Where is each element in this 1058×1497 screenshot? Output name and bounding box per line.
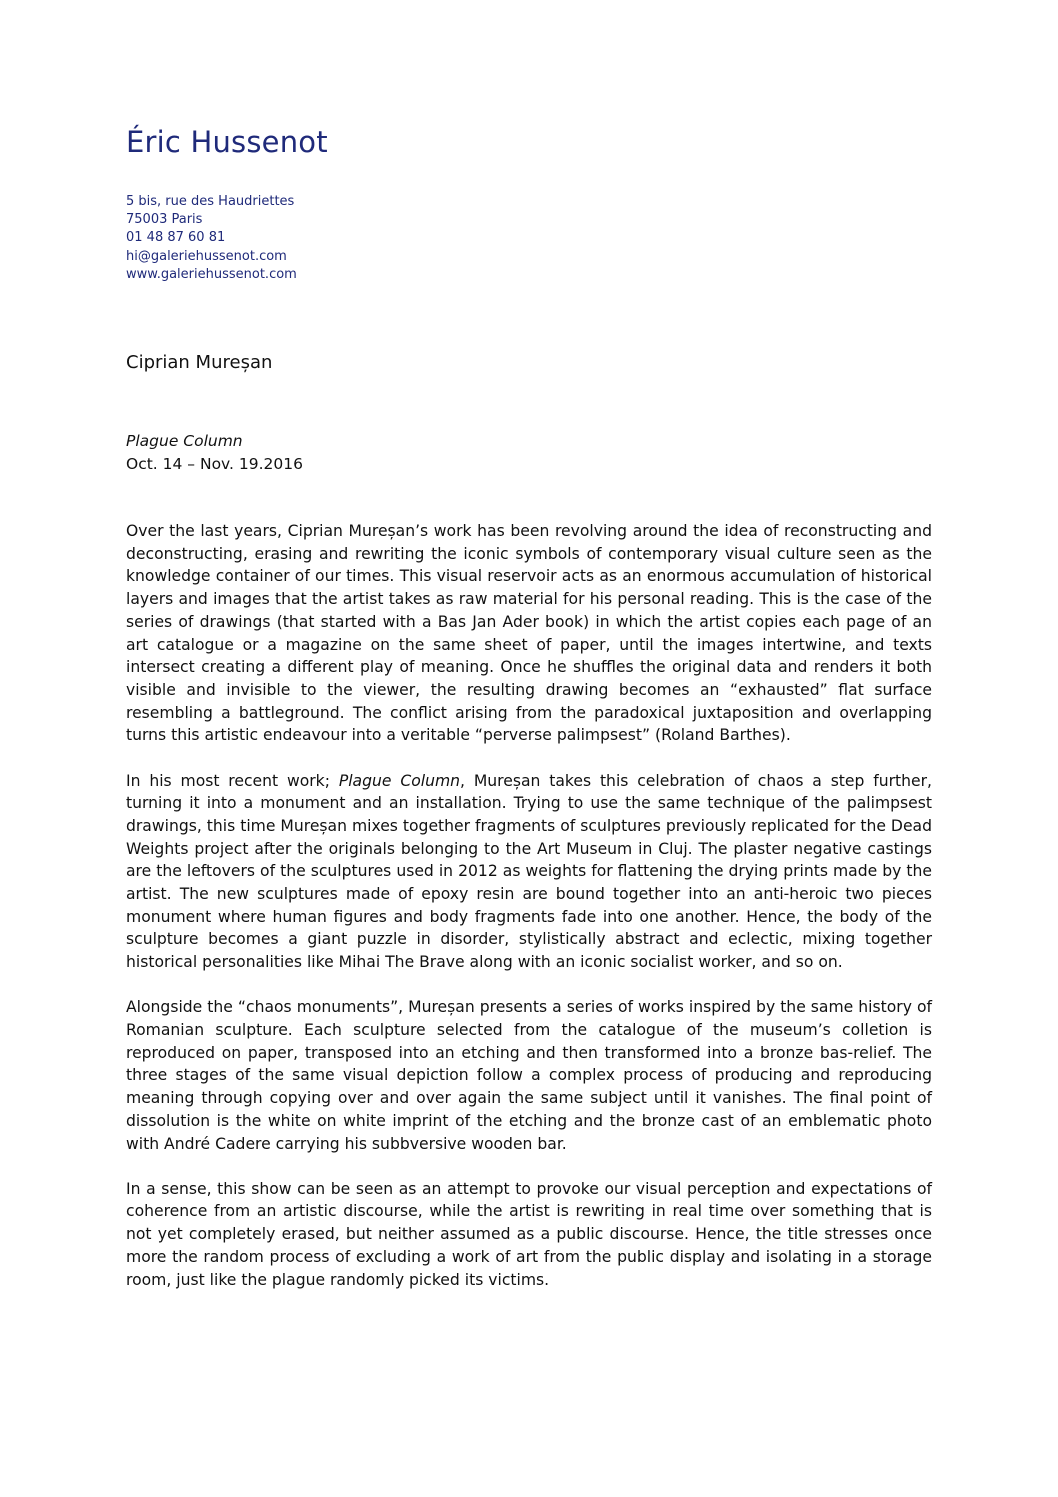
address-phone[interactable]: 01 48 87 60 81 bbox=[126, 230, 226, 246]
press-text bbox=[126, 520, 932, 1314]
paragraph-2-rest: , Mureșan takes this celebration of chaos a step further, turning it into a monument and an installation. Trying to use the same technique of the palimpsest drawings, this time Mureșan mixes together fragments of sculptures previously replicated for the Dead Weights project after the originals belonging to the Art Museum in Cluj. The plaster negative castings are the leftovers of the sculptures used in 2012 as weights for flattening the drying prints made by the artist. The new sculptures made of epoxy resin are bound together into an anti-heroic two pieces monument where human figures and body fragments fade into one another. Hence, the body of the sculpture becomes a giant puzzle in disorder, stylistically abstract and eclectic, mixing together historical personalities like Mihai The Brave along with an iconic socialist worker, and so on. bbox=[126, 771, 933, 972]
address-email[interactable]: hi@galeriehussenot.com bbox=[126, 248, 287, 264]
gallery-address-block bbox=[126, 193, 297, 284]
paragraph-2 bbox=[126, 770, 932, 974]
paragraph-2-intro: In his most recent work; bbox=[126, 771, 339, 790]
address-website[interactable]: www.galeriehussenot.com bbox=[126, 266, 297, 282]
paragraph-2-work-title: Plague Column bbox=[338, 771, 461, 790]
artist-name: Ciprian Mureșan bbox=[126, 352, 273, 373]
exhibition-info bbox=[126, 430, 303, 475]
gallery-name: Éric Hussenot bbox=[126, 125, 328, 159]
exhibition-dates: Oct. 14 – Nov. 19.2016 bbox=[126, 454, 303, 473]
paragraph-3: Alongside the “chaos monuments”, Mureșan presents a series of works inspired by the same history of Romanian sculpture. Each sculpture selected from the catalogue of the museum’s colletion is reproduced on paper, transposed into an etching and then transformed into a bronze bas-relief. The three stages of the same visual depiction follow a complex process of producing and reproducing meaning through copying over and over again the same subject until it vanishes. The final point of dissolution is the white on white imprint of the etching and the bronze cast of an emblematic photo with André Cadere carrying his subbversive wooden bar. bbox=[126, 998, 932, 1153]
exhibition-title: Plague Column bbox=[126, 432, 243, 450]
paragraph-1: Over the last years, Ciprian Mureșan’s work has been revolving around the idea of reconstructing and deconstructing, erasing and rewriting the iconic symbols of contemporary visual culture seen as the knowledge container of our times. This visual reservoir acts as an enormous accumulation of historical layers and images that the artist takes as raw material for his personal reading. This is the case of the series of drawings (that started with a Bas Jan Ader book) in which the artist copies each page of an art catalogue or a magazine on the same sheet of paper, until the images intertwine, and texts intersect creating a different play of meaning. Once he shuffles the original data and renders it both visible and invisible to the viewer, the resulting drawing becomes an “exhausted” flat surface resembling a battleground. The conflict arising from the paradoxical juxtaposition and overlapping turns this artistic endeavour into a veritable “perverse palimpsest” (Roland Barthes). bbox=[126, 522, 932, 745]
address-street: 5 bis, rue des Haudriettes bbox=[126, 194, 295, 209]
paragraph-4: In a sense, this show can be seen as an attempt to provoke our visual perception and expectations of coherence from an artistic discourse, while the artist is rewriting in real time over something that is not yet completely erased, but neither assumed as a public discourse. Hence, the title stresses once more the random process of excluding a work of art from the public display and isolating in a storage room, just like the plague randomly picked its victims. bbox=[126, 1179, 932, 1289]
address-city: 75003 Paris bbox=[126, 212, 203, 228]
